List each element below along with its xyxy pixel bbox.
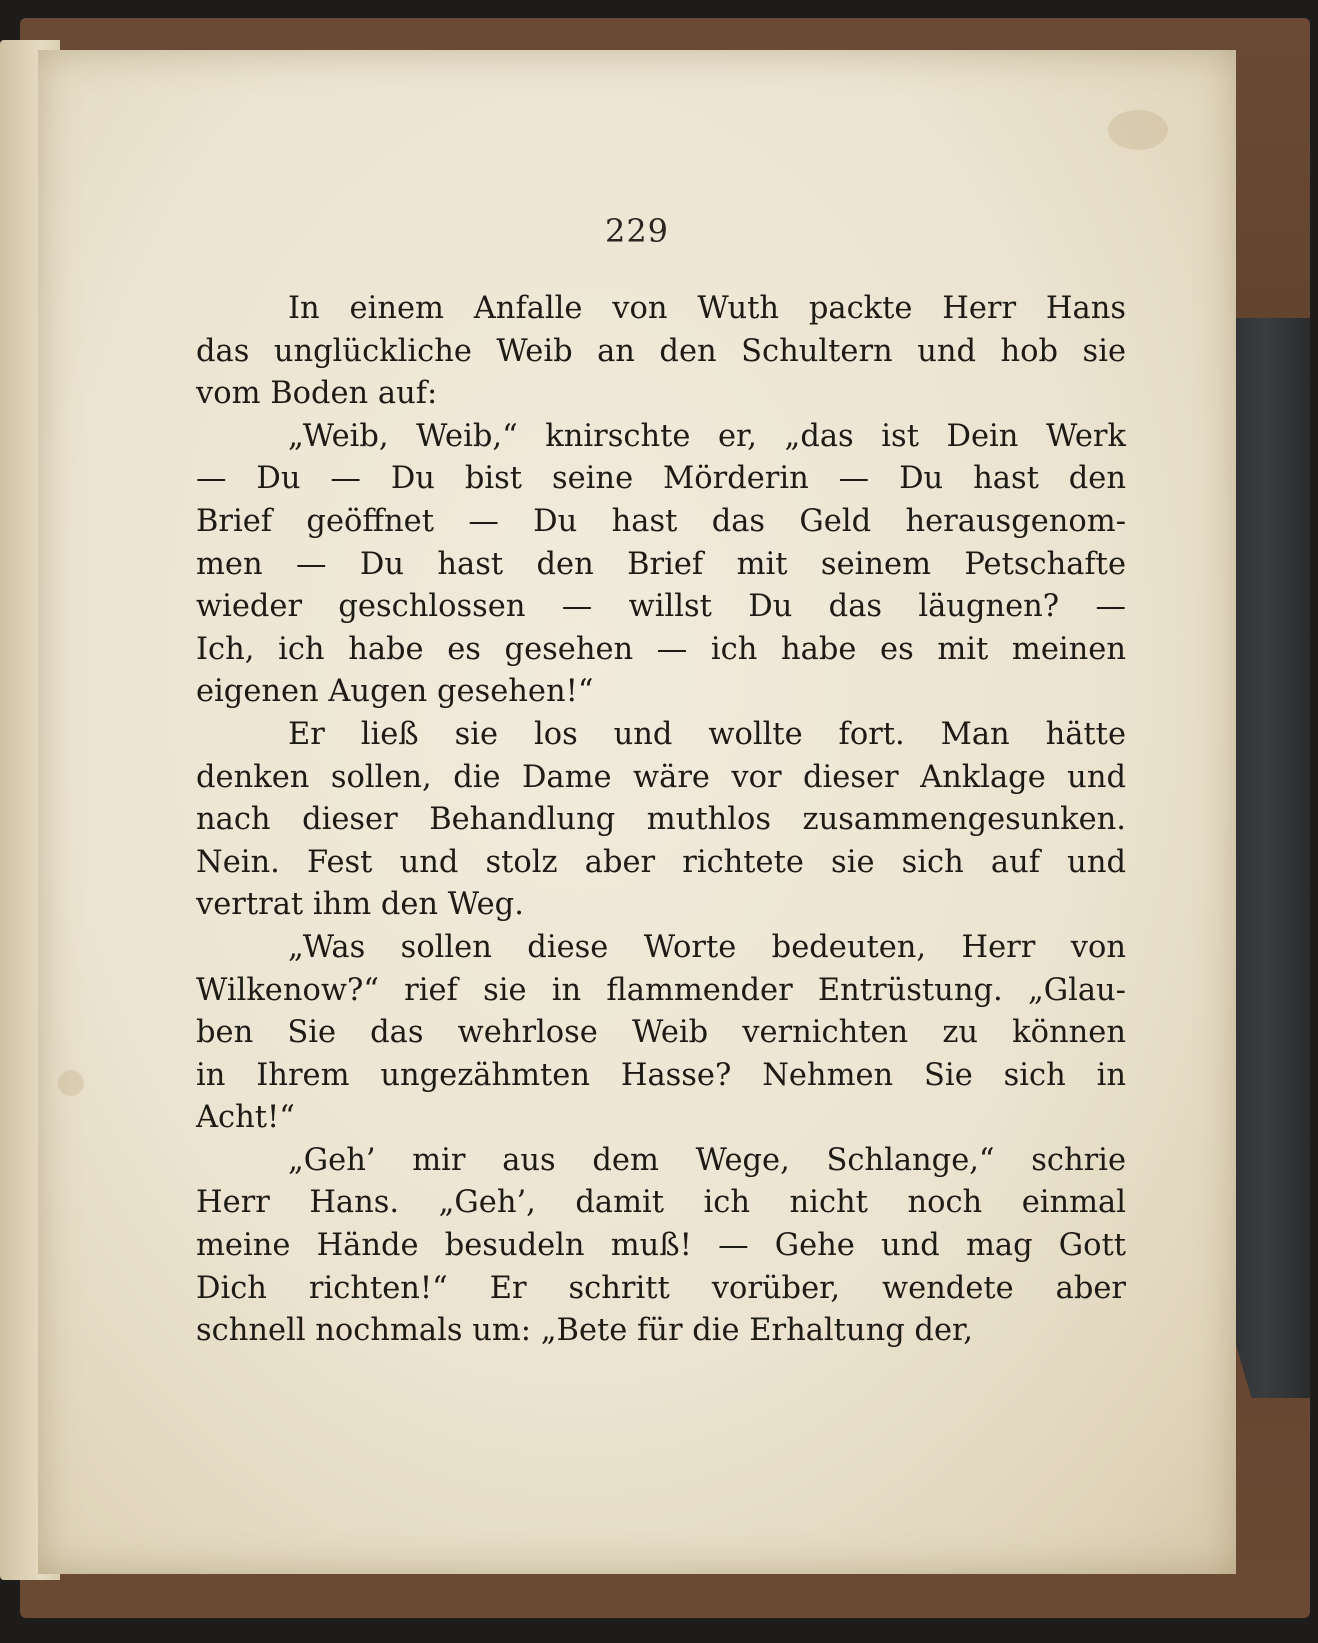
text-line: Nein. Fest und stolz aber richtete sie sich auf und [196, 844, 1126, 880]
text-line: In einem Anfalle von Wuth packte Herr Hans [288, 291, 1126, 326]
paragraph [196, 288, 1126, 416]
text-line: „Weib, Weib,“ knirschte er, „das ist Dein Werk [288, 418, 1126, 454]
text-line: „Geh’ mir aus dem Wege, Schlange,“ schrie [288, 1142, 1126, 1178]
paragraph [196, 927, 1126, 1140]
body-text [196, 288, 1126, 1353]
page-number: 229 [604, 212, 670, 250]
text-line: eigenen Augen gesehen!“ [196, 674, 594, 710]
text-line: „Was sollen diese Worte bedeuten, Herr von [288, 929, 1126, 965]
text-line: meine Hände besudeln muß! — Gehe und mag Gott [196, 1228, 1126, 1264]
text-line: wieder geschlossen — willst Du das läugnen? — [196, 589, 1126, 625]
book-page [38, 50, 1236, 1574]
text-line: das unglückliche Weib an den Schultern und hob sie [196, 333, 1126, 369]
paragraph [196, 416, 1126, 714]
text-line: in Ihrem ungezähmten Hasse? Nehmen Sie sich in [196, 1057, 1126, 1093]
text-line: men — Du hast den Brief mit seinem Petschafte [196, 546, 1126, 582]
text-line: Herr Hans. „Geh’, damit ich nicht noch einmal [196, 1185, 1126, 1221]
text-line: Dich richten!“ Er schritt vorüber, wendete aber [196, 1270, 1126, 1306]
text-line: denken sollen, die Dame wäre vor dieser Anklage und [196, 759, 1126, 795]
paper-stain [58, 1070, 84, 1096]
text-line: Ich, ich habe es gesehen — ich habe es mit meinen [196, 631, 1126, 667]
paragraph [196, 714, 1126, 927]
text-line: ben Sie das wehrlose Weib vernichten zu können [196, 1015, 1126, 1051]
text-line: schnell nochmals um: „Bete für die Erhaltung der, [196, 1313, 973, 1349]
text-line: Brief geöffnet — Du hast das Geld herausgenom- [196, 503, 1126, 539]
paragraph [196, 1140, 1126, 1353]
text-line: vom Boden auf: [196, 376, 438, 412]
paper-stain [1108, 110, 1168, 150]
text-line: Acht!“ [196, 1100, 295, 1136]
text-line: — Du — Du bist seine Mörderin — Du hast den [196, 461, 1126, 497]
text-line: Er ließ sie los und wollte fort. Man hätte [288, 716, 1126, 752]
text-line: Wilkenow?“ rief sie in flammender Entrüstung. „Glau- [196, 972, 1126, 1008]
text-line: vertrat ihm den Weg. [196, 887, 524, 923]
text-line: nach dieser Behandlung muthlos zusammengesunken. [196, 802, 1126, 838]
